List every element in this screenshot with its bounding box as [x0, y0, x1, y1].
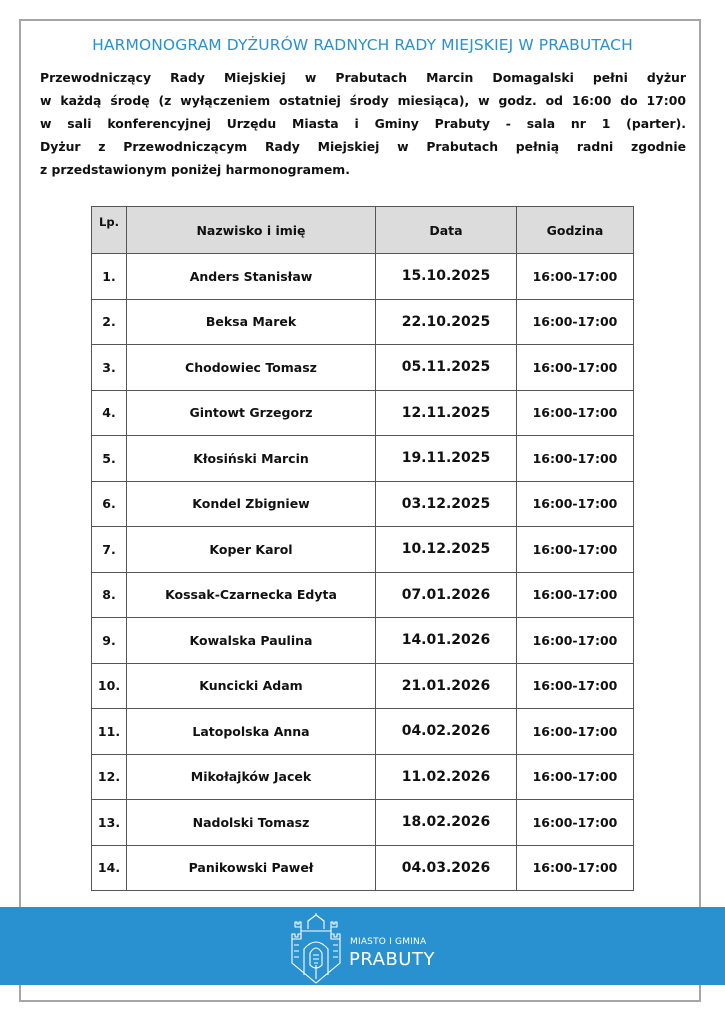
cell-name: Beksa Marek	[127, 299, 376, 345]
cell-name: Latopolska Anna	[127, 709, 376, 755]
cell-name: Mikołajków Jacek	[127, 754, 376, 800]
cell-date: 14.01.2026	[376, 618, 517, 664]
cell-name: Nadolski Tomasz	[127, 800, 376, 846]
table-row	[92, 481, 634, 527]
cell-name: Kuncicki Adam	[127, 663, 376, 709]
intro-line: Dyżur z Przewodniczącym Rady Miejskiej w Prabutach pełnią radni zgodnie	[40, 139, 686, 154]
cell-lp: 12.	[92, 754, 127, 800]
table-row	[92, 754, 634, 800]
cell-lp: 6.	[92, 481, 127, 527]
cell-time: 16:00-17:00	[517, 663, 634, 709]
table-row	[92, 845, 634, 891]
logo-text-main: PRABUTY	[349, 949, 435, 970]
cell-time: 16:00-17:00	[517, 345, 634, 391]
cell-lp: 11.	[92, 709, 127, 755]
table-row	[92, 254, 634, 300]
cell-lp: 9.	[92, 618, 127, 664]
cell-lp: 13.	[92, 800, 127, 846]
table-header-row	[92, 207, 634, 254]
cell-date: 21.01.2026	[376, 663, 517, 709]
cell-date: 04.03.2026	[376, 845, 517, 891]
cell-name: Panikowski Paweł	[127, 845, 376, 891]
intro-paragraph	[40, 66, 686, 181]
cell-name: Koper Karol	[127, 527, 376, 573]
cell-lp: 2.	[92, 299, 127, 345]
cell-time: 16:00-17:00	[517, 800, 634, 846]
cell-date: 03.12.2025	[376, 481, 517, 527]
cell-name: Kowalska Paulina	[127, 618, 376, 664]
cell-time: 16:00-17:00	[517, 527, 634, 573]
cell-time: 16:00-17:00	[517, 618, 634, 664]
cell-date: 22.10.2025	[376, 299, 517, 345]
cell-time: 16:00-17:00	[517, 390, 634, 436]
table-row	[92, 800, 634, 846]
cell-name: Kondel Zbigniew	[127, 481, 376, 527]
table-row	[92, 709, 634, 755]
cell-lp: 8.	[92, 572, 127, 618]
cell-date: 11.02.2026	[376, 754, 517, 800]
cell-time: 16:00-17:00	[517, 481, 634, 527]
cell-time: 16:00-17:00	[517, 754, 634, 800]
cell-lp: 7.	[92, 527, 127, 573]
cell-name: Gintowt Grzegorz	[127, 390, 376, 436]
cell-time: 16:00-17:00	[517, 709, 634, 755]
header-name: Nazwisko i imię	[127, 207, 376, 254]
table-row	[92, 299, 634, 345]
cell-date: 18.02.2026	[376, 800, 517, 846]
intro-line: w każdą środę (z wyłączeniem ostatniej środy miesiąca), w godz. od 16:00 do 17:00	[40, 93, 686, 108]
cell-lp: 10.	[92, 663, 127, 709]
intro-line: z przedstawionym poniżej harmonogramem.	[40, 162, 350, 177]
cell-time: 16:00-17:00	[517, 299, 634, 345]
header-time: Godzina	[517, 207, 634, 254]
cell-lp: 5.	[92, 436, 127, 482]
header-lp: Lp.	[92, 207, 127, 254]
table-row	[92, 390, 634, 436]
header-date: Data	[376, 207, 517, 254]
logo-text-top: MIASTO I GMINA	[350, 937, 427, 947]
intro-line: Przewodniczący Rady Miejskiej w Prabutach Marcin Domagalski pełni dyżur	[40, 70, 686, 85]
cell-date: 12.11.2025	[376, 390, 517, 436]
table-row	[92, 345, 634, 391]
table-row	[92, 618, 634, 664]
document-title: HARMONOGRAM DYŻURÓW RADNYCH RADY MIEJSKIEJ W PRABUTACH	[92, 36, 633, 54]
table-body	[92, 254, 634, 891]
cell-lp: 4.	[92, 390, 127, 436]
cell-date: 07.01.2026	[376, 572, 517, 618]
table-row	[92, 436, 634, 482]
cell-name: Kossak-Czarnecka Edyta	[127, 572, 376, 618]
table-row	[92, 527, 634, 573]
table-row	[92, 663, 634, 709]
cell-date: 10.12.2025	[376, 527, 517, 573]
cell-date: 05.11.2025	[376, 345, 517, 391]
cell-time: 16:00-17:00	[517, 845, 634, 891]
cell-lp: 14.	[92, 845, 127, 891]
cell-date: 04.02.2026	[376, 709, 517, 755]
cell-date: 19.11.2025	[376, 436, 517, 482]
cell-time: 16:00-17:00	[517, 572, 634, 618]
table-row	[92, 572, 634, 618]
cell-time: 16:00-17:00	[517, 436, 634, 482]
cell-name: Chodowiec Tomasz	[127, 345, 376, 391]
intro-line: w sali konferencyjnej Urzędu Miasta i Gminy Prabuty - sala nr 1 (parter).	[40, 116, 686, 131]
schedule-table	[91, 206, 634, 891]
cell-name: Anders Stanisław	[127, 254, 376, 300]
cell-lp: 1.	[92, 254, 127, 300]
cell-time: 16:00-17:00	[517, 254, 634, 300]
cell-lp: 3.	[92, 345, 127, 391]
cell-date: 15.10.2025	[376, 254, 517, 300]
cell-name: Kłosiński Marcin	[127, 436, 376, 482]
